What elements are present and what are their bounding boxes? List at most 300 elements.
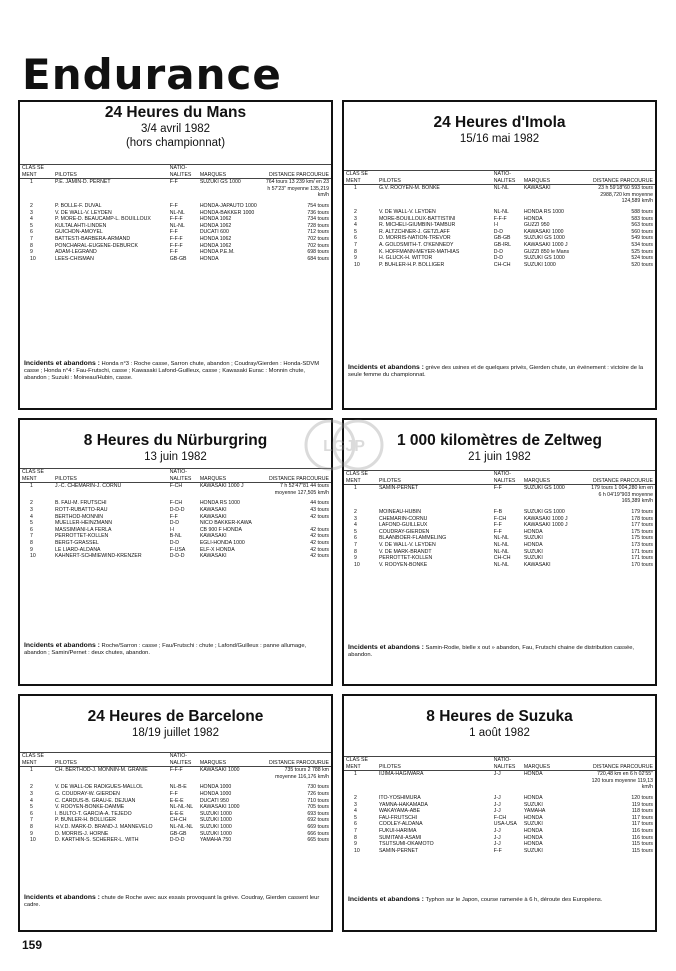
rank-cell: 7 (30, 235, 33, 242)
rank-cell: 9 (354, 555, 357, 562)
nationality-cell: F-CH (493, 515, 507, 522)
incidents-label: Incidents et abandons : (24, 360, 100, 367)
pilots-cell: J.-C. CHEMARIN-J. CORNU (54, 483, 122, 490)
table-row (344, 802, 655, 809)
table-row (20, 767, 331, 785)
nationality-cell: F-F (169, 179, 178, 186)
column-header-nat: NATIO- NALITES (168, 165, 198, 179)
pilots-cell: D. MORRIS-J. HORNE (54, 830, 109, 837)
distance-cell: 178 tours (631, 515, 653, 522)
make-cell: HONDA (523, 528, 543, 535)
nationality-cell: I-I (169, 526, 175, 533)
race-date: 18/19 juillet 1982 (132, 727, 219, 739)
race-note: (hors championnat) (125, 137, 226, 149)
column-header-pilots: PILOTES (53, 469, 168, 483)
pilots-cell: MASSIMIANI-LA FERLA (54, 526, 112, 533)
distance-cell: 175 tours (631, 535, 653, 542)
rank-cell: 7 (30, 533, 33, 540)
pilots-cell: G.V. ROOYEN-M. BONKE (378, 185, 440, 192)
table-row (344, 516, 655, 523)
table-row (344, 185, 655, 209)
results-table-wrap (20, 752, 331, 844)
column-header-nat: NATIO- NALITES (492, 171, 522, 185)
rank-cell: 9 (30, 249, 33, 256)
make-cell: HONDA 1000 (199, 784, 232, 791)
table-row (344, 555, 655, 562)
table-row (344, 828, 655, 835)
distance-cell: 170 tours (631, 561, 653, 568)
pilots-cell: D. KARTHIN-S. SCHERER-L. WITH (54, 837, 139, 844)
table-row (20, 223, 331, 230)
nationality-cell: CH-CH (493, 555, 511, 562)
column-header-nat: NATIO- NALITES (492, 471, 522, 485)
table-row (20, 520, 331, 527)
make-cell: SUZUKI (523, 801, 543, 808)
column-header-nat: NATIO- NALITES (492, 757, 522, 771)
incidents-body: Typhon sur le Japon, course ramenée à 6 h, déroute des Européens. (425, 897, 603, 903)
table-row (20, 507, 331, 514)
column-header-rank: CLAS SE MENT (20, 753, 53, 767)
make-cell: SUZUKI 1000 (199, 823, 232, 830)
nationality-cell: J-J (493, 808, 501, 815)
pilots-cell: CH. BERTHOD-J. MONNIN-M. GRANIE (54, 767, 148, 774)
rank-cell: 5 (30, 520, 33, 527)
distance-cell: 720,48 km en 6 h 02'55" 120 tours moyenne 119,13 km/h (591, 771, 653, 791)
pilots-cell: PERROTTET-KOLLEN (54, 533, 109, 540)
nationality-cell: F-F (493, 847, 502, 854)
incidents-body: Samin-Rodie, bielle x out » abandon, Fau, Frutschi chaine de distribution cassée, abandon. (348, 645, 635, 659)
distance-cell: 684 tours (307, 255, 329, 262)
distance-cell: 692 tours (307, 817, 329, 824)
rank-cell: 6 (30, 229, 33, 236)
column-header-nat: NATIO- NALITES (168, 469, 198, 483)
table-row (344, 509, 655, 516)
make-cell: YAMAHA (523, 808, 546, 815)
distance-cell: 666 tours (307, 830, 329, 837)
make-cell: KAWASAKI 1000 (199, 767, 240, 774)
pilots-cell: C. CARDUS-B. GRAU-E. DEJUAN (54, 797, 136, 804)
results-table (344, 470, 655, 568)
rank-cell: 4 (30, 797, 33, 804)
nationality-cell: D-D (493, 248, 503, 255)
distance-cell: 173 tours (631, 541, 653, 548)
nationality-cell: D-D (493, 228, 503, 235)
rank-cell: 2 (354, 508, 357, 515)
rank-cell: 6 (30, 526, 33, 533)
make-cell: HONDA (199, 255, 219, 262)
column-header-nat: NATIO- NALITES (168, 753, 198, 767)
make-cell: KAWASAKI (199, 513, 227, 520)
rank-cell: 10 (354, 561, 360, 568)
rank-cell: 10 (30, 837, 36, 844)
table-row (344, 242, 655, 249)
column-header-marques: MARQUES (522, 757, 587, 771)
table-row (344, 562, 655, 569)
table-row (20, 811, 331, 818)
make-cell: SUZUKI GS 1000 (199, 179, 241, 186)
make-cell: HONDA P.E.M. (199, 249, 235, 256)
make-cell: KAWASAKI 1000 J (523, 522, 568, 529)
rank-cell: 8 (354, 834, 357, 841)
nationality-cell: J-J (493, 827, 501, 834)
distance-cell: 702 tours (307, 242, 329, 249)
race-title: 8 Heures de Suzuka (426, 708, 573, 725)
pilots-cell: LEES-CHISMAN (54, 255, 94, 262)
make-cell: HONDA 1000 (199, 790, 232, 797)
nationality-cell: F-F (169, 229, 178, 236)
make-cell: HONDA (523, 814, 543, 821)
table-row (20, 527, 331, 534)
make-cell: HONDA (523, 541, 543, 548)
distance-cell: 42 tours (310, 539, 329, 546)
race-header (20, 102, 331, 150)
incidents-text (344, 364, 655, 379)
race-header (344, 420, 655, 464)
table-row (344, 222, 655, 229)
nationality-cell: NL-NL-NL (169, 823, 194, 830)
distance-cell: 560 tours (631, 228, 653, 235)
pilots-cell: CHEMARIN-CORNU (378, 515, 428, 522)
pilots-cell: P. BUNLER-H. BOLLIGER (54, 817, 116, 824)
results-table (20, 752, 331, 844)
rank-cell: 6 (354, 821, 357, 828)
make-cell: EGLI-HONDA 1000 (199, 539, 245, 546)
nationality-cell: D-D (169, 520, 179, 527)
table-row (20, 203, 331, 210)
table-row (20, 533, 331, 540)
nationality-cell: NL-NL-NL (169, 804, 194, 811)
race-title: 24 Heures d'Imola (433, 114, 566, 131)
distance-cell: 534 tours (631, 241, 653, 248)
distance-cell: 698 tours (307, 249, 329, 256)
column-header-marques: MARQUES (198, 469, 263, 483)
nationality-cell: NL-B-E (169, 784, 187, 791)
rank-cell: 3 (354, 215, 357, 222)
rank-cell: 3 (30, 506, 33, 513)
pilots-cell: K. HOFFMANN-MEYER-MATHIAS (378, 248, 460, 255)
make-cell: CB 900 F HONDA (199, 526, 242, 533)
column-header-distance: DISTANCE PARCOURUE (263, 469, 331, 483)
pilots-cell: V. DE WALL-V. LEYDEN (378, 208, 436, 215)
distance-cell: 171 tours (631, 555, 653, 562)
nationality-cell: J-J (493, 841, 501, 848)
results-table-wrap (344, 756, 655, 854)
table-row (20, 817, 331, 824)
make-cell: SUZUKI 1000 (199, 810, 232, 817)
rank-cell: 1 (30, 483, 33, 490)
nationality-cell: I-I (493, 222, 499, 229)
make-cell: KAWASAKI 1000 J (199, 483, 244, 490)
rank-cell: 5 (354, 228, 357, 235)
incidents-text (344, 644, 655, 659)
column-header-rank: CLAS SE MENT (20, 165, 53, 179)
nationality-cell: D-D-D (169, 837, 185, 844)
table-row (20, 547, 331, 554)
results-table (344, 756, 655, 854)
make-cell: YAMAHA 750 (199, 837, 232, 844)
race-date: 3/4 avril 1982 (140, 123, 211, 135)
distance-cell: 525 tours (631, 248, 653, 255)
distance-cell: 120 tours (631, 794, 653, 801)
pilots-cell: ITO-YOSHIMURA (378, 794, 421, 801)
make-cell: HONDA RS 1000 (523, 208, 564, 215)
nationality-cell: F-F (169, 249, 178, 256)
distance-cell: 171 tours (631, 548, 653, 555)
pilots-cell: ADAM-LEGRAND (54, 249, 97, 256)
distance-cell: 177 tours (631, 522, 653, 529)
distance-cell: 563 tours (631, 222, 653, 229)
nationality-cell: NL-NL (493, 548, 509, 555)
make-cell: HONDA 1062 (199, 216, 232, 223)
make-cell: KAWASAKI 1000 J (523, 515, 568, 522)
rank-cell: 7 (354, 827, 357, 834)
rank-cell: 3 (354, 801, 357, 808)
table-row (344, 522, 655, 529)
pilots-cell: P. BUHLER-H.P. BOLLIGER (378, 261, 445, 268)
nationality-cell: F-B (493, 508, 503, 515)
pilots-cell: D. MORRIS-NATION-TREVOR (378, 235, 451, 242)
nationality-cell: D-D-D (169, 553, 185, 560)
table-row (344, 549, 655, 556)
results-table-wrap (344, 170, 655, 268)
rank-cell: 4 (30, 513, 33, 520)
table-row (344, 216, 655, 223)
make-cell: DUCATI 950 (199, 797, 229, 804)
nationality-cell: GB-GB (169, 830, 187, 837)
nationality-cell: J-J (493, 771, 501, 778)
pilots-cell: V. DE MARK-BRANDT (378, 548, 432, 555)
table-row (344, 542, 655, 549)
rank-cell: 5 (30, 804, 33, 811)
table-row (344, 821, 655, 828)
incidents-label: Incidents et abandons : (24, 894, 100, 901)
results-table (344, 170, 655, 268)
distance-cell: 764 tours 13 239 km/ en 23 h 57'23" moyenne 135,219 km/h (265, 179, 329, 199)
make-cell: HONDA (523, 834, 543, 841)
nationality-cell: F-F (493, 528, 502, 535)
column-header-pilots: PILOTES (377, 757, 492, 771)
pilots-cell: BERTHOD-MONNIN (54, 513, 104, 520)
distance-cell: 583 tours (631, 215, 653, 222)
table-row (344, 795, 655, 802)
make-cell: SUZUKI (523, 555, 543, 562)
distance-cell: 119 tours (631, 801, 653, 808)
make-cell: SUZUKI GS 1000 (523, 485, 565, 492)
pilots-cell: V. DE WALL-V. LEYDEN (378, 541, 436, 548)
column-header-distance: DISTANCE PARCOURUE (263, 753, 331, 767)
make-cell: KAWASAKI (199, 506, 227, 513)
make-cell: HONDA 1062 (199, 222, 232, 229)
page-title: Endurance (22, 50, 282, 99)
rank-cell: 1 (354, 771, 357, 778)
nationality-cell: CH-CH (493, 261, 511, 268)
nationality-cell: NL-NL (169, 222, 185, 229)
make-cell: SUZUKI (523, 847, 543, 854)
make-cell: KAWASAKI (199, 533, 227, 540)
table-row (344, 262, 655, 269)
distance-cell: 175 tours (631, 528, 653, 535)
nationality-cell: F-F-F (169, 767, 183, 774)
distance-cell: 43 tours (310, 506, 329, 513)
distance-cell: 42 tours (310, 553, 329, 560)
distance-cell: 726 tours (307, 790, 329, 797)
make-cell: HONDA-JAPAUTO 1000 (199, 202, 257, 209)
incidents-text (20, 360, 331, 383)
table-row (20, 791, 331, 798)
nationality-cell: GB-GB (169, 255, 187, 262)
table-row (344, 255, 655, 262)
nationality-cell: NL-NL (493, 208, 509, 215)
pilots-cell: A. GOLDSMITH-T. O'KENNEDY (378, 241, 454, 248)
rank-cell: 3 (30, 209, 33, 216)
distance-cell: 705 tours (307, 804, 329, 811)
table-row (344, 841, 655, 848)
make-cell: SUZUKI (523, 535, 543, 542)
table-row (344, 235, 655, 242)
distance-cell: 115 tours (631, 841, 653, 848)
distance-cell: 736 tours (307, 209, 329, 216)
make-cell: KAWASAKI 1000 (199, 804, 240, 811)
distance-cell: 693 tours (307, 810, 329, 817)
table-row (20, 256, 331, 263)
nationality-cell: NL-NL (169, 209, 185, 216)
rank-cell: 8 (30, 823, 33, 830)
distance-cell: 520 tours (631, 261, 653, 268)
pilots-cell: LAFOND-GUILLEUX (378, 522, 428, 529)
make-cell: NICO BAKKER-KAWA (199, 520, 252, 527)
table-row (20, 831, 331, 838)
table-row (20, 784, 331, 791)
make-cell: HONDA (523, 215, 543, 222)
distance-cell: 524 tours (631, 255, 653, 262)
pilots-cell: H.V.D. MARK-D. BRAND-J. MANNEVELO (54, 823, 153, 830)
table-row (344, 535, 655, 542)
race-date: 15/16 mai 1982 (459, 133, 540, 145)
nationality-cell: F-F-F (169, 235, 183, 242)
rank-cell: 4 (354, 808, 357, 815)
race-title: 24 Heures du Mans (104, 104, 247, 121)
distance-cell (263, 520, 331, 527)
distance-cell: 23 h 59'18"60 593 tours 2988,720 km moyenne 124,589 km/h (598, 185, 653, 205)
table-row (20, 837, 331, 844)
race-box (18, 418, 333, 686)
make-cell: HONDA-BAKKER 1000 (199, 209, 255, 216)
table-row (344, 209, 655, 216)
distance-cell: 116 tours (631, 827, 653, 834)
nationality-cell: NL-NL (493, 185, 509, 192)
rank-cell: 1 (354, 485, 357, 492)
results-table-wrap (20, 468, 331, 560)
distance-cell: 115 tours (631, 847, 653, 854)
rank-cell: 5 (354, 528, 357, 535)
incidents-label: Incidents et abandons : (348, 364, 424, 371)
make-cell: HONDA (523, 771, 543, 778)
pilots-cell: R. ALTZCHNER-J. GETZLAFF (378, 228, 450, 235)
distance-cell: 735 tours 2 788 km moyenne 116,176 km/h (275, 767, 329, 780)
make-cell: KAWASAKI (523, 185, 551, 192)
table-row (344, 835, 655, 842)
nationality-cell: J-J (493, 834, 501, 841)
rank-cell: 3 (354, 515, 357, 522)
table-row (20, 798, 331, 805)
nationality-cell: F-F-F (493, 215, 507, 222)
distance-cell: 730 tours (307, 784, 329, 791)
table-row (20, 514, 331, 521)
rank-cell: 9 (30, 830, 33, 837)
make-cell: SUZUKI GS 1000 (523, 235, 565, 242)
make-cell: SUZUKI (523, 548, 543, 555)
rank-cell: 8 (30, 242, 33, 249)
results-table (20, 468, 331, 560)
table-header-row (344, 757, 655, 771)
race-box (18, 100, 333, 410)
distance-cell: 118 tours (631, 808, 653, 815)
nationality-cell: B-NL (169, 533, 182, 540)
rank-cell: 10 (354, 847, 360, 854)
distance-cell: 665 tours (307, 837, 329, 844)
rank-cell: 6 (354, 535, 357, 542)
pilots-cell: H. GLUCK-H. WITTOR (378, 255, 433, 262)
distance-cell: 42 tours (310, 533, 329, 540)
make-cell: KAWASAKI 1000 (523, 228, 564, 235)
table-row (344, 485, 655, 509)
pilots-cell: FAU-FRUTSCHI (378, 814, 418, 821)
race-box (342, 100, 657, 410)
pilots-cell: G. COUDRAY-W. GIERDEN (54, 790, 120, 797)
rank-cell: 10 (30, 255, 36, 262)
make-cell: KAWASAKI (199, 553, 227, 560)
nationality-cell: F-CH (169, 483, 183, 490)
column-header-pilots: PILOTES (377, 171, 492, 185)
pilots-cell: KULTALAHTI-LINDEN (54, 222, 107, 229)
table-header-row (20, 469, 331, 483)
race-title: 24 Heures de Barcelone (87, 708, 264, 725)
pilots-cell: COOLEY-ALDANA (378, 821, 423, 828)
pilots-cell: TSUTSUMI-OKAMOTO (378, 841, 434, 848)
table-row (344, 529, 655, 536)
race-header (20, 696, 331, 740)
nationality-cell: J-J (493, 801, 501, 808)
results-table (20, 164, 331, 262)
nationality-cell: J-J (493, 794, 501, 801)
distance-cell: 710 tours (307, 797, 329, 804)
race-date: 1 août 1982 (469, 727, 530, 739)
pilots-cell: V. DE WALL-DE RADIGUES-MALLOL (54, 784, 144, 791)
nationality-cell: NL-NL (493, 541, 509, 548)
make-cell: KAWASAKI 1000 J (523, 241, 568, 248)
column-header-distance: DISTANCE PARCOURUE (587, 171, 655, 185)
table-row (20, 243, 331, 250)
distance-cell: 42 tours (310, 526, 329, 533)
rank-cell: 2 (30, 784, 33, 791)
rank-cell: 7 (354, 241, 357, 248)
pilots-cell: BLAANBOER-FLAMMELING (378, 535, 447, 542)
distance-cell: 116 tours (631, 834, 653, 841)
rank-cell: 8 (354, 548, 357, 555)
rank-cell: 9 (30, 546, 33, 553)
nationality-cell: F-USA (169, 546, 186, 553)
pilots-cell: SAMIN-PERNET (378, 485, 419, 492)
race-box (342, 418, 657, 686)
table-row (344, 815, 655, 822)
table-row (20, 236, 331, 243)
pilots-cell: B. FAU-M. FRUTSCHI (54, 500, 107, 507)
pilots-cell: V. DE WALL-V. LEYDEN (54, 209, 112, 216)
nationality-cell: F-F (169, 513, 178, 520)
distance-cell: 734 tours (307, 216, 329, 223)
rank-cell: 2 (30, 500, 33, 507)
table-header-row (20, 165, 331, 179)
